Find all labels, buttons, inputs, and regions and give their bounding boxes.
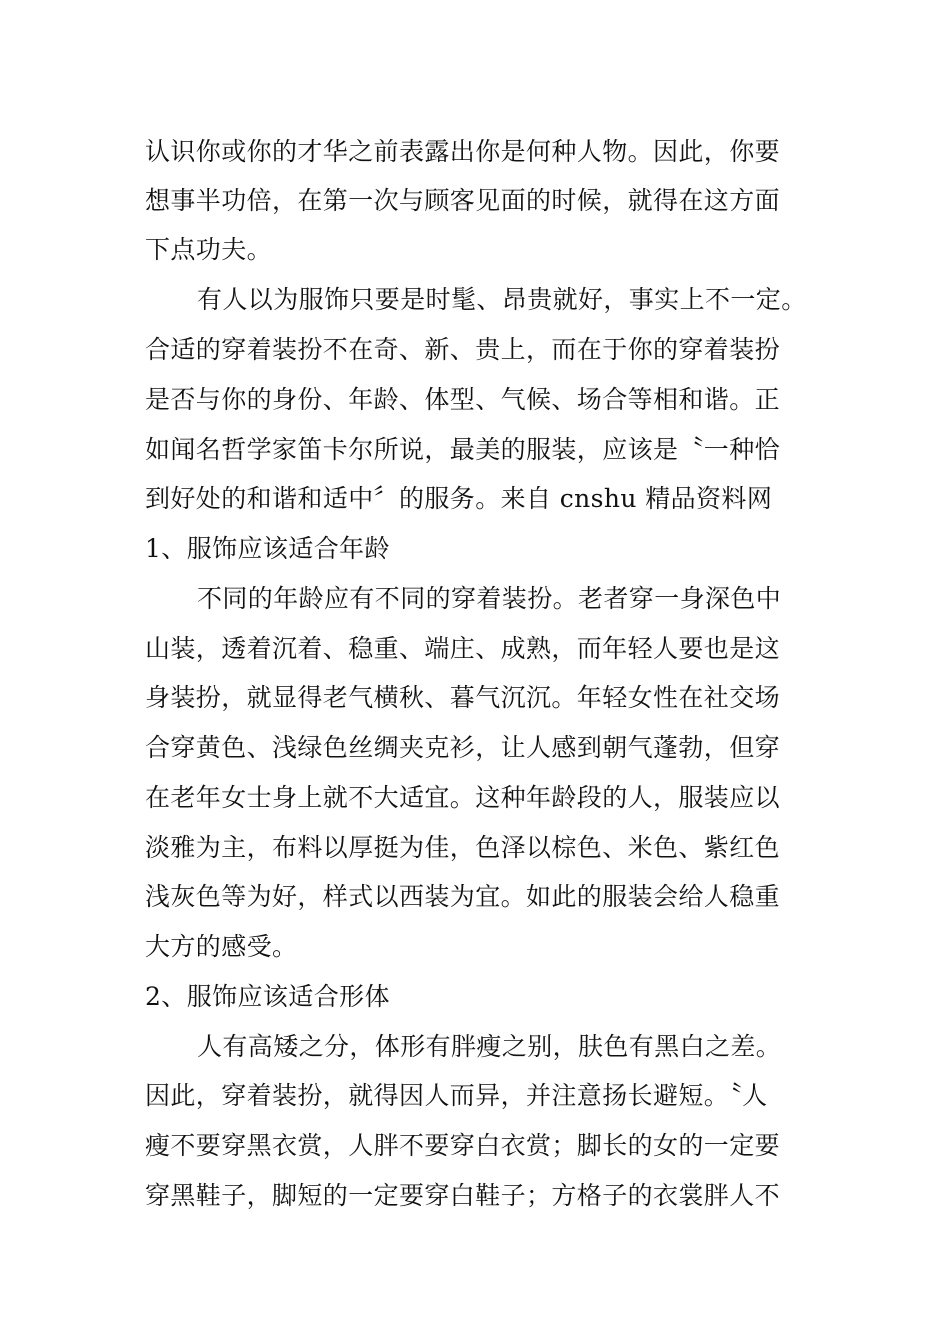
text-line: 淡雅为主，布料以厚挺为佳，色泽以棕色、米色、紫红色: [145, 833, 781, 862]
section-heading: 2、服饰应该适合形体: [145, 982, 390, 1011]
text-line: 穿黑鞋子，脚短的一定要穿白鞋子；方格子的衣裳胖人不: [145, 1181, 781, 1210]
text-line: 身装扮，就显得老气横秋、暮气沉沉。年轻女性在社交场: [145, 683, 781, 712]
text-line: 有人以为服饰只要是时髦、昂贵就好，事实上不一定。: [197, 285, 807, 314]
text-line: 大方的感受。: [145, 932, 298, 961]
text-line: 认识你或你的才华之前表露出你是何种人物。因此，你要: [145, 137, 781, 166]
text-line: 是否与你的身份、年龄、体型、气候、场合等相和谐。正: [145, 385, 781, 414]
text-line: 到好处的和谐和适中〞的服务。来自 cnshu 精品资料网: [145, 484, 773, 513]
text-line: 山装，透着沉着、稳重、端庄、成熟，而年轻人要也是这: [145, 634, 781, 663]
text-line: 在老年女士身上就不大适宜。这种年龄段的人，服装应以: [145, 783, 781, 812]
text-line: 想事半功倍，在第一次与顾客见面的时候，就得在这方面: [145, 186, 781, 215]
text-line: 因此，穿着装扮，就得因人而异，并注意扬长避短。〝人: [145, 1081, 768, 1110]
text-line: 下点功夫。: [145, 235, 273, 264]
section-heading: 1、服饰应该适合年龄: [145, 534, 390, 563]
text-line: 人有高矮之分，体形有胖瘦之别，肤色有黑白之差。: [197, 1032, 782, 1061]
text-line: 不同的年龄应有不同的穿着装扮。老者穿一身深色中: [197, 584, 782, 613]
text-line: 浅灰色等为好，样式以西装为宜。如此的服装会给人稳重: [145, 882, 781, 911]
text-line: 瘦不要穿黑衣赏，人胖不要穿白衣赏；脚长的女的一定要: [145, 1131, 781, 1160]
text-line: 如闻名哲学家笛卡尔所说，最美的服装，应该是〝一种恰: [145, 435, 781, 464]
text-line: 合适的穿着装扮不在奇、新、贵上，而在于你的穿着装扮: [145, 335, 781, 364]
text-line: 合穿黄色、浅绿色丝绸夹克衫，让人感到朝气蓬勃，但穿: [145, 733, 781, 762]
